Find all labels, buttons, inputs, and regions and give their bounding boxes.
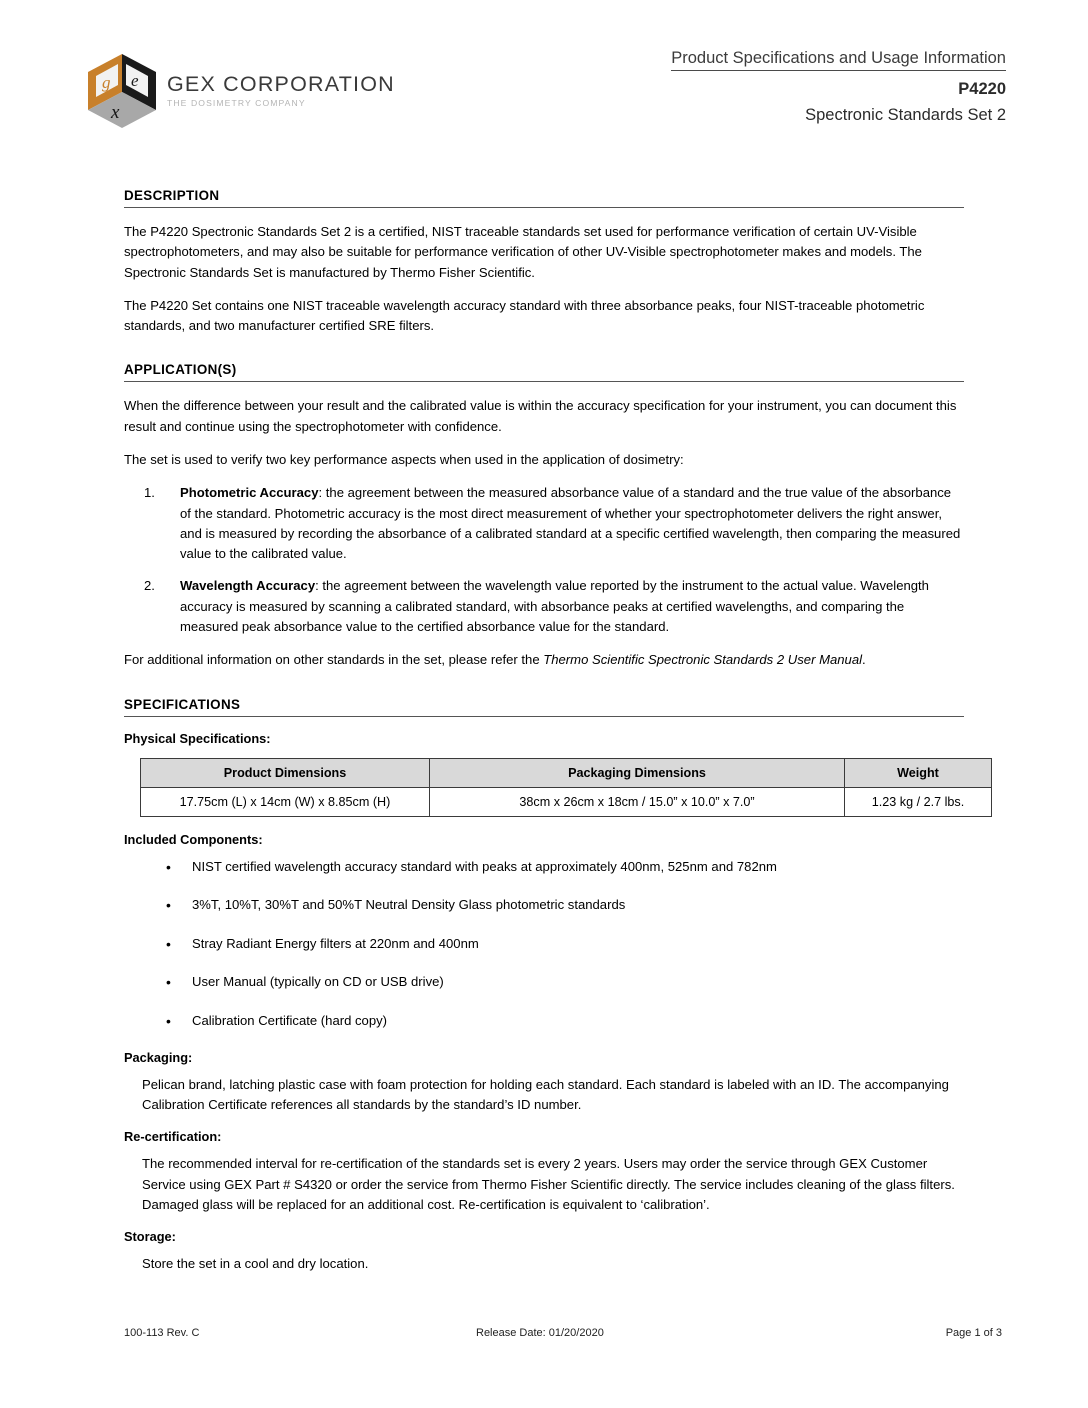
- list-item-term: Photometric Accuracy: [180, 485, 319, 501]
- table-row: [141, 787, 992, 816]
- list-item: • Calibration Certificate (hard copy): [192, 1011, 964, 1031]
- applications-list: [124, 483, 964, 637]
- svg-text:x: x: [111, 102, 120, 123]
- list-item: • NIST certified wavelength accuracy standard with peaks at approximately 400nm, 525nm and 782nm: [192, 857, 964, 877]
- section-heading-description: DESCRIPTION: [124, 188, 964, 208]
- logo-tagline: THE DOSIMETRY COMPANY: [167, 97, 306, 108]
- applications-footnote: [124, 650, 964, 670]
- applications-intro-2: The set is used to verify two key performance aspects when used in the application of dosimetry:: [124, 451, 684, 467]
- footer-page-number: Page 1 of 3: [945, 1327, 1002, 1339]
- storage-label: Storage:: [124, 1229, 176, 1245]
- description-paragraph-2: The P4220 Set contains one NIST traceable wavelength accuracy standard with three absorbance peaks, four NIST-traceable photometric standards, and two manufacturer certified SRE filters.: [124, 297, 925, 334]
- recertification-label: Re-certification:: [124, 1129, 222, 1145]
- applications-intro-1: When the difference between your result and the calibrated value is within the accuracy specification for your instrument, you can document this result and continue using the spectrophotometer with confidence.: [124, 398, 957, 434]
- physical-specifications-table: [140, 758, 992, 817]
- column-header-weight: Weight: [845, 758, 992, 787]
- list-item-text: : the agreement between the measured absorbance value of a standard and the true value of the absorbance of the standard. Photometric accuracy is the most direct measurement of whether your spectrophotometer delivers the right answer, and is measured by recording the absorbance of a calibrated standard at a specific certified wavelength, then comparing the measured value to the calibrated value.: [180, 485, 961, 562]
- page-footer: [124, 1327, 1006, 1343]
- column-header-packaging-dimensions: Packaging Dimensions: [430, 758, 845, 787]
- page-header: [85, 48, 1006, 158]
- physical-specifications-label: Physical Specifications:: [124, 730, 271, 746]
- recertification-text: The recommended interval for re-certification of the standards set is every 2 years. Users may order the service through GEX Customer Service using GEX Part # S4320 or order the service from Thermo Fisher Scientific directly. The service includes cleaning of the glass filters. Damaged glass will be replaced for an additional cost. Re-certification is equivalent to ‘calibration’.: [142, 1156, 955, 1212]
- table-header-row: [141, 758, 992, 787]
- list-item: [176, 576, 964, 637]
- cell-product-dimensions: 17.75cm (L) x 14cm (W) x 8.85cm (H): [141, 787, 430, 816]
- list-item: • Stray Radiant Energy filters at 220nm and 400nm: [192, 934, 964, 954]
- footnote-end: .: [862, 652, 866, 668]
- header-title-block: [671, 48, 1006, 126]
- svg-text:e: e: [131, 71, 139, 90]
- product-code: P4220: [958, 79, 1006, 98]
- cell-weight: 1.23 kg / 2.7 lbs.: [845, 787, 992, 816]
- included-components-list: [124, 857, 964, 1031]
- column-header-product-dimensions: Product Dimensions: [141, 758, 430, 787]
- footer-document-id: 100-113 Rev. C: [124, 1327, 200, 1339]
- footnote-plain-text: For additional information on other standards in the set, please refer the: [124, 652, 544, 668]
- company-logo: [85, 52, 395, 130]
- document-body: [124, 188, 964, 1278]
- section-heading-applications: APPLICATION(S): [124, 362, 964, 382]
- section-heading-specifications: SPECIFICATIONS: [124, 697, 964, 717]
- packaging-label: Packaging:: [124, 1049, 193, 1065]
- storage-text: Store the set in a cool and dry location.: [142, 1256, 369, 1272]
- list-item: [176, 483, 964, 564]
- document-type-title: Product Specifications and Usage Information: [671, 48, 1006, 71]
- svg-text:g: g: [102, 73, 111, 92]
- list-item: • User Manual (typically on CD or USB drive): [192, 972, 964, 992]
- logo-company-name: GEX CORPORATION: [167, 72, 395, 97]
- list-item-text: : the agreement between the wavelength value reported by the instrument to the actual value. Wavelength accuracy is measured by scanning a calibrated standard, with absorbance peaks at certified wavelengths, and comparing the measured peak absorbance value to the certified absorbance value for the standard.: [180, 578, 929, 634]
- cell-packaging-dimensions: 38cm x 26cm x 18cm / 15.0” x 10.0” x 7.0”: [430, 787, 845, 816]
- packaging-text: Pelican brand, latching plastic case with foam protection for holding each standard. Each standard is labeled with an ID. The accompanying Calibration Certificate references all standards by the standard’s ID number.: [142, 1076, 949, 1112]
- gex-cube-logo-icon: [85, 52, 159, 130]
- footer-release-date: Release Date: 01/20/2020: [476, 1327, 604, 1339]
- list-item-term: Wavelength Accuracy: [180, 578, 316, 594]
- description-paragraph-1: The P4220 Spectronic Standards Set 2 is a certified, NIST traceable standards set used for performance verification of certain UV-Visible spectrophotometers, and may also be suitable for performance verification of other UV-Visible spectrophotometer makes and models. The Spectronic Standards Set is manufactured by Thermo Fisher Scientific.: [124, 224, 922, 280]
- footnote-manual-title: Thermo Scientific Spectronic Standards 2 User Manual: [543, 652, 863, 668]
- product-name: Spectronic Standards Set 2: [805, 106, 1006, 125]
- included-components-label: Included Components:: [124, 831, 263, 847]
- list-item: • 3%T, 10%T, 30%T and 50%T Neutral Density Glass photometric standards: [192, 895, 964, 915]
